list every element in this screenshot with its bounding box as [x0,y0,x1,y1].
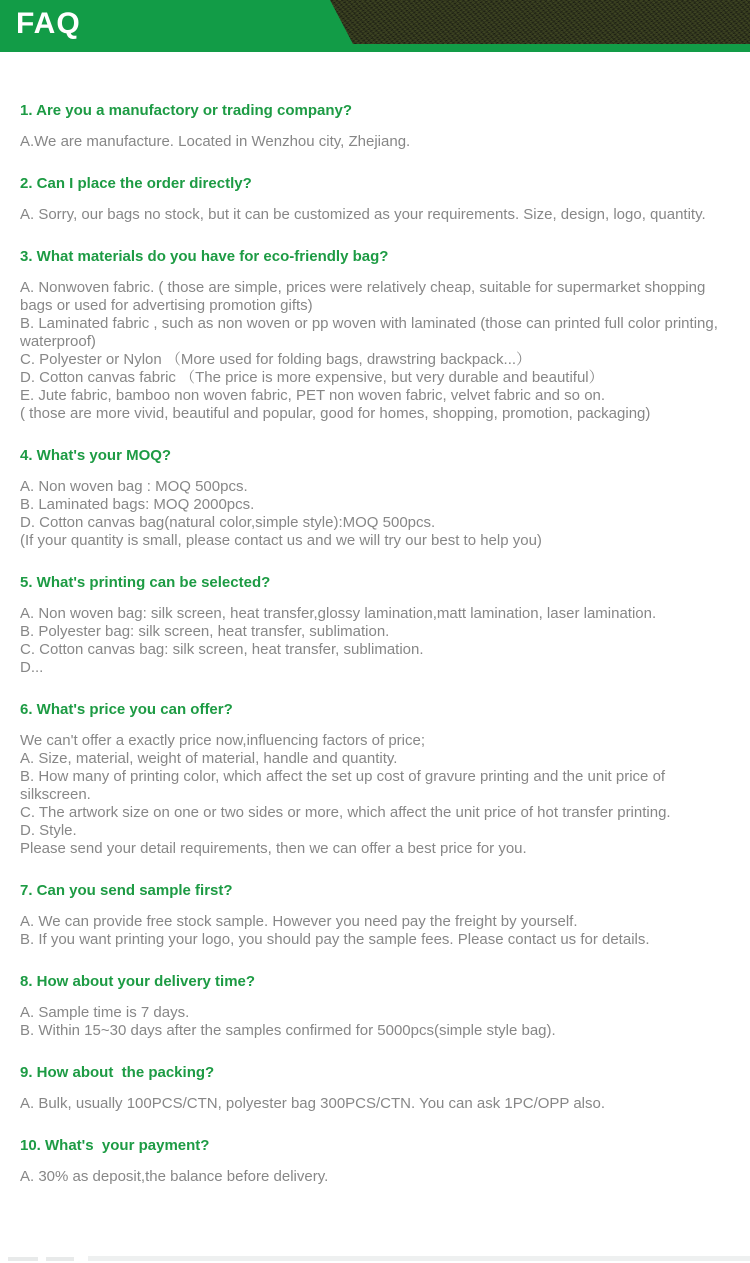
faq-question: 5. What's printing can be selected? [20,574,271,591]
answer-line: C. Polyester or Nylon （More used for folding bags, drawstring backpack...） [20,351,532,368]
answer-line: D. Cotton canvas fabric （The price is more expensive, but very durable and beautiful） [20,369,604,386]
faq-answer [20,1004,730,1040]
faq-question: 8. How about your delivery time? [20,973,256,990]
faq-question: 3. What materials do you have for eco-friendly bag? [20,248,389,265]
faq-answer [20,1095,730,1113]
faq-item [20,882,730,949]
faq-answer [20,206,730,224]
answer-line: A.We are manufacture. Located in Wenzhou city, Zhejiang. [20,133,411,150]
page-title: FAQ [16,7,81,40]
faq-question: 2. Can I place the order directly? [20,175,252,192]
answer-line: B. Polyester bag: silk screen, heat transfer, sublimation. [20,623,390,640]
faq-question: 4. What's your MOQ? [20,447,172,464]
faq-item [20,102,730,151]
bottom-dash-decoration [8,1257,38,1261]
answer-line: B. Laminated fabric , such as non woven or pp woven with laminated (those can printed full color printing, waterproof) [20,315,723,350]
answer-line: A. Sample time is 7 days. [20,1004,190,1021]
faq-answer [20,913,730,949]
answer-line: A. Nonwoven fabric. ( those are simple, prices were relatively cheap, suitable for supermarket shopping bags or used for advertising promotion gifts) [20,279,710,314]
answer-line: B. If you want printing your logo, you should pay the sample fees. Please contact us for details. [20,931,650,948]
answer-line: E. Jute fabric, bamboo non woven fabric, PET non woven fabric, velvet fabric and so on. [20,387,606,404]
bottom-strip-decoration [88,1256,750,1261]
faq-item [20,175,730,224]
answer-line: C. The artwork size on one or two sides or more, which affect the unit price of hot transfer printing. [20,804,671,821]
faq-answer [20,478,730,550]
faq-question: 9. How about the packing? [20,1064,215,1081]
faq-question: 6. What's price you can offer? [20,701,233,718]
faq-item [20,701,730,858]
answer-line: ( those are more vivid, beautiful and popular, good for homes, shopping, promotion, packaging) [20,405,651,422]
faq-answer [20,732,730,858]
answer-line: C. Cotton canvas bag: silk screen, heat transfer, sublimation. [20,641,424,658]
answer-line: Please send your detail requirements, then we can offer a best price for you. [20,840,527,857]
answer-line: (If your quantity is small, please contact us and we will try our best to help you) [20,532,542,549]
faq-item [20,574,730,677]
bottom-dash-decoration [46,1257,74,1261]
answer-line: We can't offer a exactly price now,influencing factors of price; [20,732,426,749]
faq-item [20,1064,730,1113]
answer-line: A. Sorry, our bags no stock, but it can be customized as your requirements. Size, design, logo, quantity. [20,206,706,223]
answer-line: A. Size, material, weight of material, handle and quantity. [20,750,398,767]
answer-line: A. Non woven bag : MOQ 500pcs. [20,478,248,495]
faq-answer [20,133,730,151]
faq-question: 10. What's your payment? [20,1137,210,1154]
faq-item [20,1137,730,1186]
faq-answer [20,1168,730,1186]
answer-line: D. Cotton canvas bag(natural color,simple style):MOQ 500pcs. [20,514,436,531]
answer-line: A. Non woven bag: silk screen, heat transfer,glossy lamination,matt lamination, laser lamination. [20,605,657,622]
faq-answer [20,279,730,423]
corner-texture-decoration [330,0,750,44]
answer-line: B. Within 15~30 days after the samples confirmed for 5000pcs(simple style bag). [20,1022,556,1039]
faq-question: 7. Can you send sample first? [20,882,233,899]
faq-item [20,973,730,1040]
answer-line: B. Laminated bags: MOQ 2000pcs. [20,496,255,513]
answer-line: A. Bulk, usually 100PCS/CTN, polyester bag 300PCS/CTN. You can ask 1PC/OPP also. [20,1095,606,1112]
answer-line: D... [20,659,44,676]
faq-list [0,52,750,1186]
answer-line: A. 30% as deposit,the balance before delivery. [20,1168,329,1185]
faq-question: 1. Are you a manufactory or trading company? [20,102,353,119]
page-header [0,0,750,52]
faq-item [20,248,730,423]
answer-line: A. We can provide free stock sample. However you need pay the freight by yourself. [20,913,578,930]
faq-item [20,447,730,550]
answer-line: B. How many of printing color, which affect the set up cost of gravure printing and the unit price of silkscreen. [20,768,670,803]
answer-line: D. Style. [20,822,77,839]
faq-answer [20,605,730,677]
